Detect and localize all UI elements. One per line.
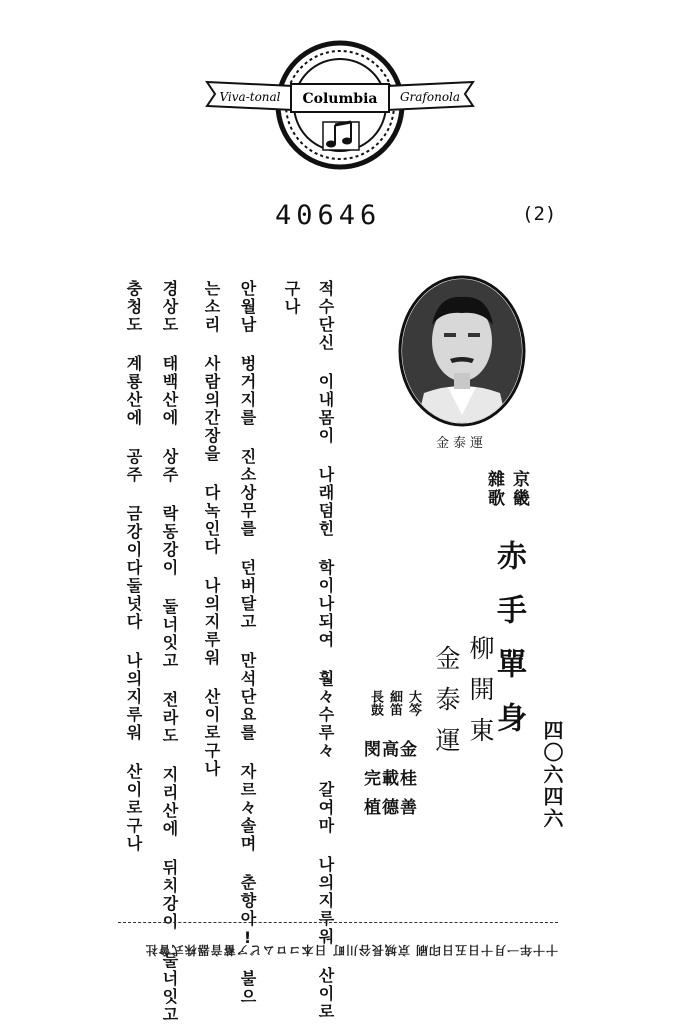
player-2: 高載德 [378, 740, 398, 827]
player-1: 金桂善 [396, 740, 416, 827]
lyric-line-1: 적수단신 이내몸이 나래덤힌 학이나되여 훨々수루々 갈여마 나의지루워 산이로 [316, 280, 335, 1021]
logo-center-text: Columbia [302, 91, 378, 107]
player-3: 閔完植 [360, 740, 380, 827]
lyric-line-6: 충청도 계룡산에 공주 금강이다둘넛다 나의지루워 산이로구나 [124, 280, 143, 853]
lyric-line-2: 구나 [282, 280, 301, 316]
catalog-number: 40646 [275, 200, 382, 231]
lyric-line-4: 는소리 사람의간장을 다녹인다 나의지루워 산이로구나 [202, 280, 221, 778]
portrait [398, 275, 526, 427]
instrument-list: 大笒 細笛 長鼓 [368, 690, 421, 716]
logo-right-text: Grafonola [399, 90, 461, 104]
side-number: (2) [522, 203, 557, 225]
divider [118, 922, 558, 923]
lyric-line-3: 안월남 벙거지를 진소상무를 던버달고 만석단요를 자르々솔며 춘향아! 불으 [238, 280, 257, 1006]
genre-text: 京畿 雜歌 [484, 470, 529, 508]
footer-imprint: 十十年一月十日五日印刷 京城長谷川町 日本コロムビア蓄音器株式會社 [144, 943, 558, 957]
music-note-icon [323, 122, 359, 150]
logo-left-text: Viva-tonal [219, 90, 281, 104]
singer-1: 柳開東 [466, 635, 495, 758]
portrait-caption: 金泰運 [436, 436, 488, 451]
genre-label [482, 470, 532, 530]
columbia-logo [205, 40, 475, 170]
lyric-line-5: 경상도 태백산에 상주 락동강이 둘너잇고 전라도 지리산에 뒤치강이 둘너잇고 [160, 280, 179, 1024]
catalog-number-kanji: 四〇六四六 [540, 720, 564, 830]
singer-2: 金泰運 [432, 645, 461, 768]
song-title: 赤手單身 [491, 540, 526, 756]
